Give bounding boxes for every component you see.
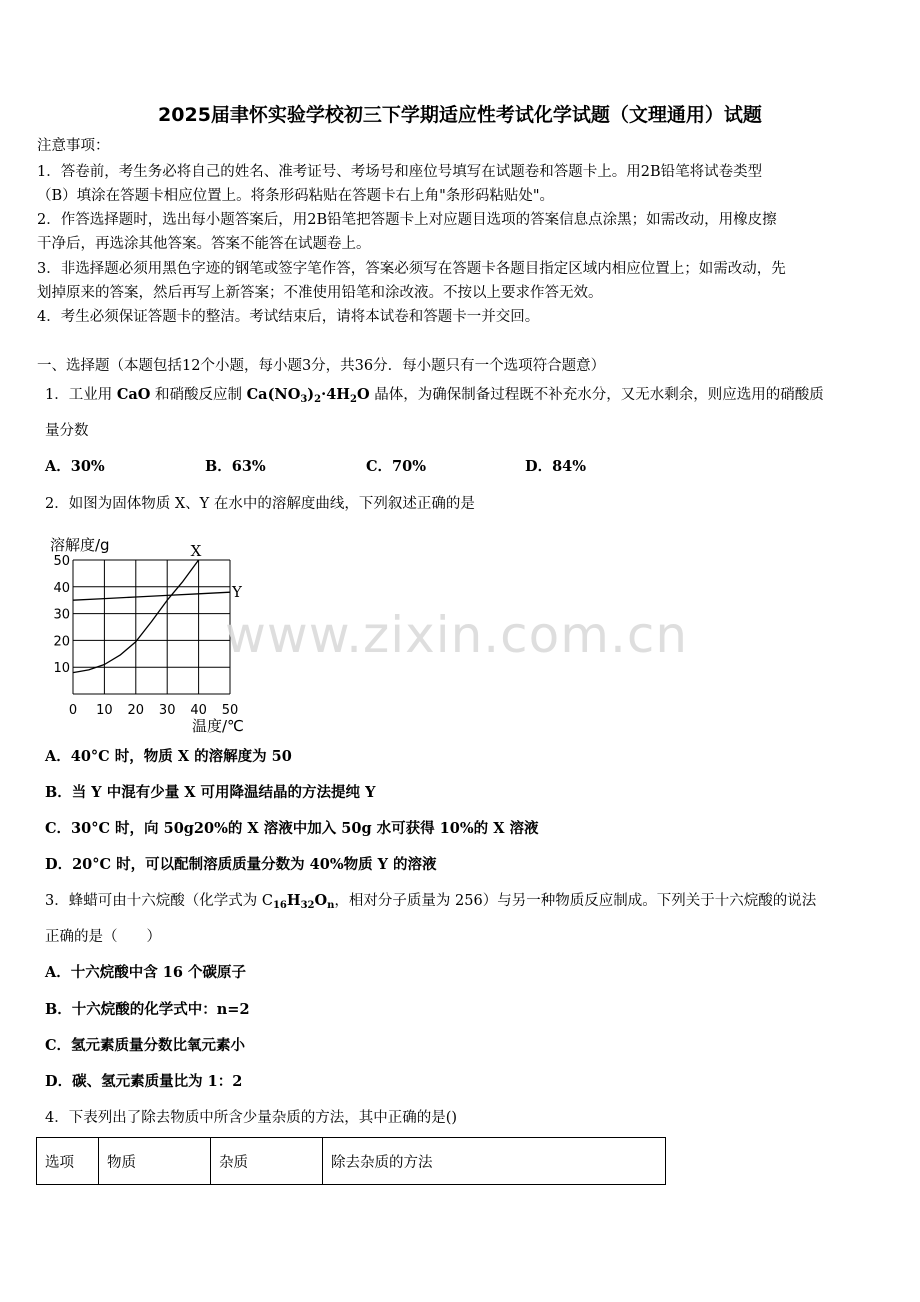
question-1-stem: 1．工业用 CaO 和硝酸反应制 $Ca(NO_3)_2\cdot 4H_2O$ 晶体，为确保制备过程既不补充水分，又无水剩余，则应选用的硝酸质 <box>45 386 824 405</box>
question-number: 4． <box>45 1110 69 1126</box>
y-tick-label: 30 <box>53 607 70 623</box>
option-b: B．63% <box>205 458 266 475</box>
question-number: 1． <box>45 387 69 403</box>
y-tick-label: 40 <box>53 580 70 596</box>
option-c: C．氢元素质量分数比氧元素小 <box>45 1037 246 1054</box>
question-number: 2． <box>45 496 69 512</box>
watermark: www.zixin.com.cn <box>225 606 689 664</box>
option-d: D．84% <box>525 458 587 475</box>
notice-line: （B）填涂在答题卡相应位置上。将条形码粘贴在答题卡右上角"条形码粘贴处"。 <box>37 188 554 204</box>
question-1-stem-cont: 量分数 <box>45 423 89 439</box>
impurity-table <box>36 1137 666 1185</box>
x-tick-label: 0 <box>68 703 78 718</box>
question-3-stem-cont: 正确的是（ ） <box>45 929 161 945</box>
table-header-cell: 选项 <box>37 1138 99 1185</box>
chart-series <box>73 542 243 673</box>
option-a: A．十六烷酸中含 16 个碳原子 <box>45 964 247 981</box>
y-axis-label: 溶解度/g <box>50 536 110 554</box>
notice-line: 1．答卷前，考生务必将自己的姓名、准考证号、考场号和座位号填写在试题卷和答题卡上。用2B铅笔将试卷类型 <box>37 164 763 180</box>
question-4-stem: 4．下表列出了除去物质中所含少量杂质的方法，其中正确的是() <box>45 1110 458 1126</box>
x-axis-label: 温度/℃ <box>192 717 244 735</box>
table-header-cell: 除去杂质的方法 <box>323 1138 666 1185</box>
series-label-x: X <box>190 542 202 560</box>
chart-ticks <box>53 554 238 718</box>
question-number: 3． <box>45 893 69 909</box>
question-2-stem: 2．如图为固体物质 X、Y 在水中的溶解度曲线，下列叙述正确的是 <box>45 496 475 512</box>
table-header-cell: 物质 <box>99 1138 211 1185</box>
y-tick-label: 10 <box>53 661 70 677</box>
notice-line: 2．作答选择题时，选出每小题答案后，用2B铅笔把答题卡上对应题目选项的答案信息点涂黑；如需改动，用橡皮擦 <box>37 212 777 228</box>
option-a: A．30% <box>45 458 105 475</box>
table-header-cell: 杂质 <box>211 1138 323 1185</box>
option-b: B．十六烷酸的化学式中：n=2 <box>45 1001 250 1018</box>
y-tick-label: 50 <box>53 554 70 569</box>
option-a: A．40°C 时，物质 X 的溶解度为 50 <box>45 748 292 765</box>
option-d: D．20°C 时，可以配制溶质质量分数为 40%物质 Y 的溶液 <box>45 856 437 873</box>
option-c: C．30°C 时，向 50g20%的 X 溶液中加入 50g 水可获得 10%的 X 溶液 <box>45 820 539 837</box>
x-tick-label: 10 <box>96 703 113 718</box>
question-3-stem: 3．蜂蜡可由十六烷酸（化学式为 $C_{16}H_{32}O_n$，相对分子质量为 256）与另一种物质反应制成。下列关于十六烷酸的说法 <box>45 892 817 911</box>
notice-heading: 注意事项： <box>37 138 110 154</box>
table-header-row <box>37 1138 666 1185</box>
option-d: D．碳、氢元素质量比为 1：2 <box>45 1073 243 1090</box>
page-title: 2025届聿怀实验学校初三下学期适应性考试化学试题（文理通用）试题 <box>158 104 762 126</box>
option-c: C．70% <box>366 458 426 475</box>
notice-line: 4．考生必须保证答题卡的整洁。考试结束后，请将本试卷和答题卡一并交回。 <box>37 309 540 325</box>
x-tick-label: 40 <box>190 703 207 718</box>
section-heading: 一、选择题（本题包括12个小题，每小题3分，共36分．每小题只有一个选项符合题意） <box>37 358 606 374</box>
series-label-y: Y <box>232 583 242 602</box>
x-tick-label: 20 <box>127 703 145 718</box>
notice-line: 划掉原来的答案，然后再写上新答案；不准使用铅笔和涂改液。不按以上要求作答无效。 <box>37 285 603 301</box>
y-tick-label: 20 <box>53 634 70 650</box>
series-line-y <box>73 592 230 600</box>
notice-line: 干净后，再选涂其他答案。答案不能答在试题卷上。 <box>37 236 371 252</box>
x-tick-label: 30 <box>158 703 176 718</box>
notice-line: 3．非选择题必须用黑色字迹的钢笔或签字笔作答，答案必须写在答题卡各题目指定区域内相应位置上；如需改动，先 <box>37 261 786 277</box>
option-b: B．当 Y 中混有少量 X 可用降温结晶的方法提纯 Y <box>45 784 376 801</box>
x-tick-label: 50 <box>221 703 239 718</box>
chart-grid <box>73 560 230 694</box>
